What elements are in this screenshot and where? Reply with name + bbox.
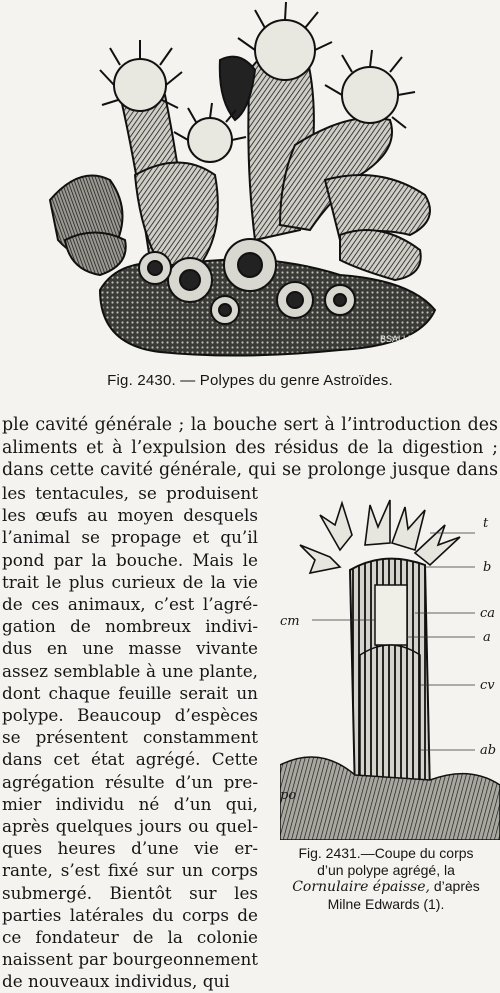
text-line: submergé. Bientôt sur les	[2, 882, 258, 903]
text-line: dans cet état agrégé. Cette	[2, 749, 258, 770]
text-line: après quelques jours ou quel-	[2, 816, 258, 837]
label-cm: cm	[280, 614, 300, 629]
text-line: assez semblable à une plante,	[2, 660, 258, 681]
text-line: agrégation résulte d’un pre-	[2, 771, 258, 792]
text-line: ques heures d’une vie er-	[2, 838, 258, 859]
text-line: parties latérales du corps de	[2, 904, 258, 925]
caption-line: d’un polype agrégé, la	[317, 861, 455, 878]
figure-2431-caption	[272, 845, 500, 912]
label-cv: cv	[480, 678, 495, 693]
text-line: l’animal se propage et qu’il	[2, 527, 258, 548]
label-ab: ab	[480, 743, 497, 758]
text-line: mier individu né d’un qui,	[2, 793, 258, 814]
text-line: aliments et à l’expulsion des résidus de la digestion ;	[2, 437, 498, 458]
column-paragraph	[2, 482, 258, 993]
text-line: polype. Beaucoup d’espèces	[2, 705, 258, 726]
caption-line: Fig. 2431.—Coupe du corps	[298, 845, 474, 861]
label-po: po	[280, 788, 297, 803]
astroides-polyps-illustration	[40, 0, 460, 370]
text-line: de ces animaux, c’est l’agré-	[2, 594, 258, 615]
polyp-section-illustration	[280, 495, 500, 840]
text-line: ple cavité générale ; la bouche sert à l’introduction des	[2, 415, 498, 435]
label-t: t	[483, 516, 489, 531]
text-line: naissent par bourgeonnement	[2, 949, 258, 970]
text-line: se présentent constamment	[2, 727, 258, 748]
text-line: dans cette cavité générale, qui se prolonge jusque dans	[2, 460, 498, 481]
label-b: b	[483, 560, 492, 575]
engraver-signature: BSALLE	[380, 334, 415, 344]
text-line: dont chaque feuille serait un	[2, 682, 258, 703]
text-line: rante, s’est fixé sur un corps	[2, 860, 258, 881]
caption-text: d’après	[429, 878, 480, 894]
text-line: trait le plus curieux de la vie	[2, 571, 258, 592]
caption-line: Milne Edwards (1).	[327, 895, 445, 912]
text-line: les œufs au moyen desquels	[2, 505, 258, 526]
caption-line	[272, 878, 500, 896]
text-line: pond par la bouche. Mais le	[2, 549, 258, 570]
text-line: dus en une masse vivante	[2, 638, 258, 659]
species-name: Cornulaire épaisse,	[292, 879, 430, 895]
label-a: a	[483, 630, 491, 645]
text-line: de nouveaux individus, qui	[2, 971, 230, 992]
label-ca: ca	[480, 606, 496, 621]
text-line: les tentacules, se produisent	[2, 483, 258, 503]
text-line: gation de nombreux indivi-	[2, 616, 258, 637]
figure-2430-caption: Fig. 2430. — Polypes du genre Astroïdes.	[107, 372, 393, 389]
full-width-paragraph	[2, 414, 498, 482]
text-line: ce fondateur de la colonie	[2, 927, 258, 948]
